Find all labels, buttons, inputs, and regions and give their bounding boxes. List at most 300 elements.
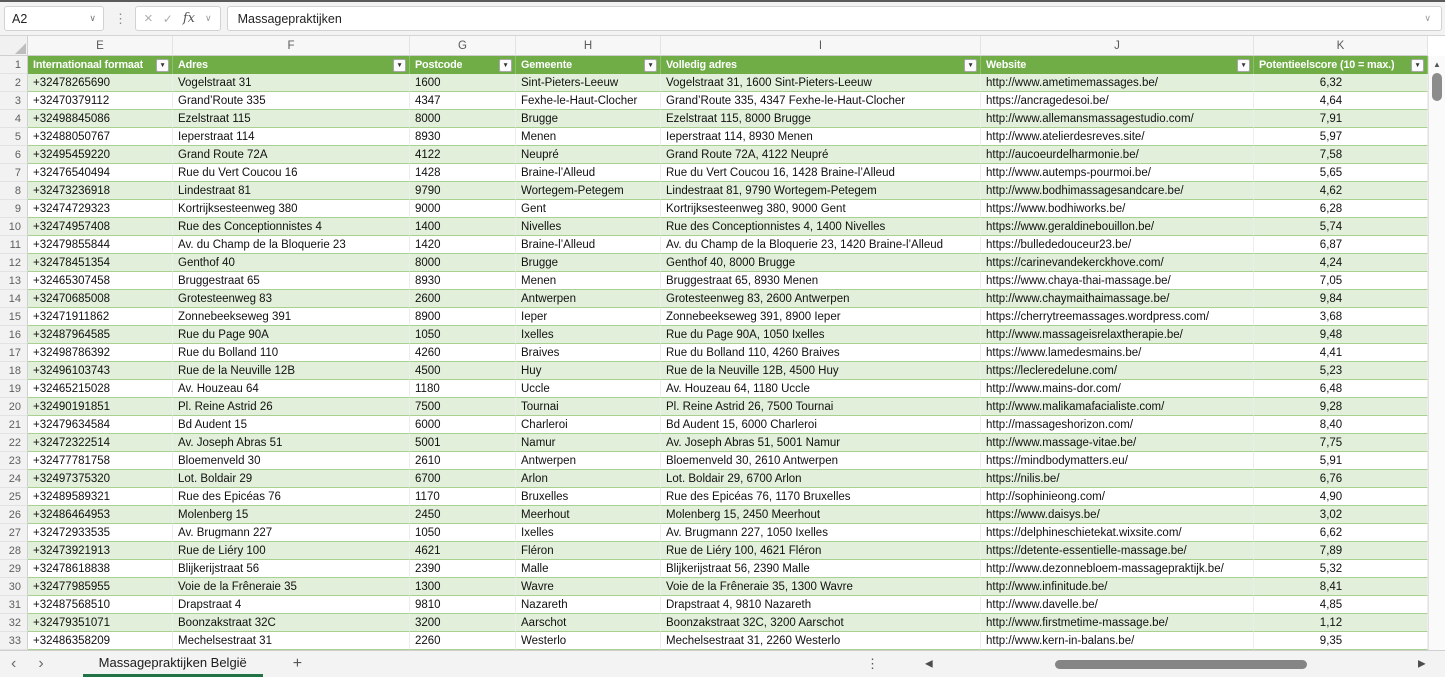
cell-score[interactable]: 9,35 bbox=[1254, 632, 1428, 650]
cell-postcode[interactable]: 2390 bbox=[410, 560, 516, 578]
cell-website[interactable]: http://www.dezonnebloem-massagepraktijk.be/ bbox=[981, 560, 1254, 578]
cell-gemeente[interactable]: Ieper bbox=[516, 308, 661, 326]
cell-website[interactable]: http://aucoeurdelharmonie.be/ bbox=[981, 146, 1254, 164]
cell-gemeente[interactable]: Antwerpen bbox=[516, 452, 661, 470]
row-number[interactable]: 28 bbox=[0, 542, 28, 560]
cell-gemeente[interactable]: Wavre bbox=[516, 578, 661, 596]
cell-score[interactable]: 5,91 bbox=[1254, 452, 1428, 470]
cell-score[interactable]: 5,65 bbox=[1254, 164, 1428, 182]
cell-volledig[interactable]: Rue de la Neuville 12B, 4500 Huy bbox=[661, 362, 981, 380]
header-score[interactable] bbox=[1254, 56, 1428, 74]
cell-volledig[interactable]: Kortrijksesteenweg 380, 9000 Gent bbox=[661, 200, 981, 218]
header-phone[interactable] bbox=[28, 56, 173, 74]
filter-dropdown-icon[interactable]: ▼ bbox=[1411, 59, 1424, 72]
row-number[interactable]: 15 bbox=[0, 308, 28, 326]
chevron-down-icon[interactable]: ∨ bbox=[89, 13, 96, 23]
cell-volledig[interactable]: Rue des Conceptionnistes 4, 1400 Nivelles bbox=[661, 218, 981, 236]
row-number[interactable]: 16 bbox=[0, 326, 28, 344]
cell-phone[interactable]: +32478451354 bbox=[28, 254, 173, 272]
scroll-left-icon[interactable]: ◀ bbox=[925, 658, 933, 670]
cell-score[interactable]: 6,32 bbox=[1254, 74, 1428, 92]
row-number[interactable]: 21 bbox=[0, 416, 28, 434]
row-number[interactable]: 18 bbox=[0, 362, 28, 380]
cell-volledig[interactable]: Lindestraat 81, 9790 Wortegem-Petegem bbox=[661, 182, 981, 200]
cell-adres[interactable]: Bloemenveld 30 bbox=[173, 452, 410, 470]
cell-adres[interactable]: Mechelsestraat 31 bbox=[173, 632, 410, 650]
confirm-icon[interactable]: ✓ bbox=[162, 11, 173, 26]
row-number[interactable]: 13 bbox=[0, 272, 28, 290]
cell-phone[interactable]: +32486358209 bbox=[28, 632, 173, 650]
cell-volledig[interactable]: Grotesteenweg 83, 2600 Antwerpen bbox=[661, 290, 981, 308]
select-all-corner[interactable] bbox=[0, 36, 28, 56]
cell-adres[interactable]: Boonzakstraat 32C bbox=[173, 614, 410, 632]
cell-score[interactable]: 5,23 bbox=[1254, 362, 1428, 380]
row-number[interactable]: 32 bbox=[0, 614, 28, 632]
cell-postcode[interactable]: 1400 bbox=[410, 218, 516, 236]
cell-score[interactable]: 6,62 bbox=[1254, 524, 1428, 542]
cell-postcode[interactable]: 2610 bbox=[410, 452, 516, 470]
row-number[interactable]: 24 bbox=[0, 470, 28, 488]
cell-phone[interactable]: +32486464953 bbox=[28, 506, 173, 524]
cell-gemeente[interactable]: Nazareth bbox=[516, 596, 661, 614]
cell-gemeente[interactable]: Charleroi bbox=[516, 416, 661, 434]
cell-gemeente[interactable]: Fléron bbox=[516, 542, 661, 560]
filter-dropdown-icon[interactable]: ▼ bbox=[393, 59, 406, 72]
row-number[interactable]: 29 bbox=[0, 560, 28, 578]
cell-score[interactable]: 9,84 bbox=[1254, 290, 1428, 308]
cell-volledig[interactable]: Grand Route 72A, 4122 Neupré bbox=[661, 146, 981, 164]
cell-score[interactable]: 5,97 bbox=[1254, 128, 1428, 146]
cell-gemeente[interactable]: Menen bbox=[516, 272, 661, 290]
cell-website[interactable]: https://www.chaya-thai-massage.be/ bbox=[981, 272, 1254, 290]
cell-adres[interactable]: Rue de la Neuville 12B bbox=[173, 362, 410, 380]
cell-adres[interactable]: Blijkerijstraat 56 bbox=[173, 560, 410, 578]
cell-volledig[interactable]: Genthof 40, 8000 Brugge bbox=[661, 254, 981, 272]
cell-volledig[interactable]: Lot. Boldair 29, 6700 Arlon bbox=[661, 470, 981, 488]
cell-volledig[interactable]: Zonnebeekseweg 391, 8900 Ieper bbox=[661, 308, 981, 326]
cell-website[interactable]: https://www.bodhiworks.be/ bbox=[981, 200, 1254, 218]
cell-volledig[interactable]: Rue des Epicéas 76, 1170 Bruxelles bbox=[661, 488, 981, 506]
cell-volledig[interactable]: Rue de Liéry 100, 4621 Fléron bbox=[661, 542, 981, 560]
row-number[interactable]: 23 bbox=[0, 452, 28, 470]
cell-volledig[interactable]: Rue du Vert Coucou 16, 1428 Braine-l’Alleud bbox=[661, 164, 981, 182]
cell-website[interactable]: http://sophinieong.com/ bbox=[981, 488, 1254, 506]
header-website[interactable] bbox=[981, 56, 1254, 74]
cell-phone[interactable]: +32489589321 bbox=[28, 488, 173, 506]
cell-postcode[interactable]: 1180 bbox=[410, 380, 516, 398]
row-number[interactable]: 30 bbox=[0, 578, 28, 596]
row-number[interactable]: 2 bbox=[0, 74, 28, 92]
row-number[interactable]: 3 bbox=[0, 92, 28, 110]
cell-postcode[interactable]: 6000 bbox=[410, 416, 516, 434]
cell-postcode[interactable]: 7500 bbox=[410, 398, 516, 416]
cell-phone[interactable]: +32477781758 bbox=[28, 452, 173, 470]
cell-volledig[interactable]: Blijkerijstraat 56, 2390 Malle bbox=[661, 560, 981, 578]
cell-volledig[interactable]: Bd Audent 15, 6000 Charleroi bbox=[661, 416, 981, 434]
cell-postcode[interactable]: 4122 bbox=[410, 146, 516, 164]
cell-gemeente[interactable]: Brugge bbox=[516, 254, 661, 272]
cell-adres[interactable]: Rue des Conceptionnistes 4 bbox=[173, 218, 410, 236]
cell-phone[interactable]: +32470379112 bbox=[28, 92, 173, 110]
cell-postcode[interactable]: 8000 bbox=[410, 110, 516, 128]
cell-adres[interactable]: Av. du Champ de la Bloquerie 23 bbox=[173, 236, 410, 254]
horizontal-scrollbar-thumb[interactable] bbox=[1055, 660, 1307, 669]
cell-score[interactable]: 5,32 bbox=[1254, 560, 1428, 578]
cell-postcode[interactable]: 1300 bbox=[410, 578, 516, 596]
cell-website[interactable]: http://massageshorizon.com/ bbox=[981, 416, 1254, 434]
cell-website[interactable]: http://www.massage-vitae.be/ bbox=[981, 434, 1254, 452]
cell-score[interactable]: 7,58 bbox=[1254, 146, 1428, 164]
cell-website[interactable]: http://www.allemansmassagestudio.com/ bbox=[981, 110, 1254, 128]
cell-gemeente[interactable]: Braives bbox=[516, 344, 661, 362]
filter-dropdown-icon[interactable]: ▼ bbox=[1237, 59, 1250, 72]
row-number[interactable]: 17 bbox=[0, 344, 28, 362]
header-postcode[interactable] bbox=[410, 56, 516, 74]
row-number[interactable]: 4 bbox=[0, 110, 28, 128]
cell-adres[interactable]: Pl. Reine Astrid 26 bbox=[173, 398, 410, 416]
cell-volledig[interactable]: Voie de la Frêneraie 35, 1300 Wavre bbox=[661, 578, 981, 596]
row-number[interactable]: 5 bbox=[0, 128, 28, 146]
cell-website[interactable]: http://www.bodhimassagesandcare.be/ bbox=[981, 182, 1254, 200]
cell-score[interactable]: 7,75 bbox=[1254, 434, 1428, 452]
cell-adres[interactable]: Av. Houzeau 64 bbox=[173, 380, 410, 398]
column-letter-F[interactable]: F bbox=[173, 36, 410, 56]
cell-adres[interactable]: Voie de la Frêneraie 35 bbox=[173, 578, 410, 596]
chevron-down-icon[interactable]: ∨ bbox=[204, 13, 212, 23]
cell-postcode[interactable]: 9810 bbox=[410, 596, 516, 614]
cell-website[interactable]: http://www.atelierdesreves.site/ bbox=[981, 128, 1254, 146]
cell-adres[interactable]: Drapstraat 4 bbox=[173, 596, 410, 614]
cell-postcode[interactable]: 2260 bbox=[410, 632, 516, 650]
cell-postcode[interactable]: 4347 bbox=[410, 92, 516, 110]
cell-score[interactable]: 6,87 bbox=[1254, 236, 1428, 254]
row-number[interactable]: 31 bbox=[0, 596, 28, 614]
cell-phone[interactable]: +32488050767 bbox=[28, 128, 173, 146]
cell-adres[interactable]: Vogelstraat 31 bbox=[173, 74, 410, 92]
cell-website[interactable]: https://delphineschietekat.wixsite.com/ bbox=[981, 524, 1254, 542]
row-number[interactable]: 12 bbox=[0, 254, 28, 272]
cell-phone[interactable]: +32487964585 bbox=[28, 326, 173, 344]
cell-adres[interactable]: Av. Brugmann 227 bbox=[173, 524, 410, 542]
row-number[interactable]: 22 bbox=[0, 434, 28, 452]
cell-gemeente[interactable]: Arlon bbox=[516, 470, 661, 488]
cell-score[interactable]: 7,05 bbox=[1254, 272, 1428, 290]
cell-postcode[interactable]: 9000 bbox=[410, 200, 516, 218]
cell-gemeente[interactable]: Braine-l’Alleud bbox=[516, 236, 661, 254]
cell-website[interactable]: http://www.chaymaithaimassage.be/ bbox=[981, 290, 1254, 308]
cell-adres[interactable]: Bd Audent 15 bbox=[173, 416, 410, 434]
cell-postcode[interactable]: 8000 bbox=[410, 254, 516, 272]
sheet-next-icon[interactable]: › bbox=[38, 655, 44, 672]
cell-volledig[interactable]: Av. Houzeau 64, 1180 Uccle bbox=[661, 380, 981, 398]
cell-gemeente[interactable]: Uccle bbox=[516, 380, 661, 398]
cell-website[interactable]: https://nilis.be/ bbox=[981, 470, 1254, 488]
cell-postcode[interactable]: 1420 bbox=[410, 236, 516, 254]
cell-postcode[interactable]: 8930 bbox=[410, 128, 516, 146]
row-number[interactable]: 11 bbox=[0, 236, 28, 254]
row-number[interactable]: 14 bbox=[0, 290, 28, 308]
cell-website[interactable]: https://carinevandekerckhove.com/ bbox=[981, 254, 1254, 272]
cell-score[interactable]: 4,90 bbox=[1254, 488, 1428, 506]
sheet-prev-icon[interactable]: ‹ bbox=[11, 655, 17, 672]
cell-volledig[interactable]: Ezelstraat 115, 8000 Brugge bbox=[661, 110, 981, 128]
cell-gemeente[interactable]: Brugge bbox=[516, 110, 661, 128]
filter-dropdown-icon[interactable]: ▼ bbox=[499, 59, 512, 72]
cell-score[interactable]: 4,62 bbox=[1254, 182, 1428, 200]
cell-volledig[interactable]: Av. du Champ de la Bloquerie 23, 1420 Braine-l’Alleud bbox=[661, 236, 981, 254]
row-number[interactable]: 26 bbox=[0, 506, 28, 524]
cell-phone[interactable]: +32472322514 bbox=[28, 434, 173, 452]
cell-gemeente[interactable]: Antwerpen bbox=[516, 290, 661, 308]
cell-volledig[interactable]: Mechelsestraat 31, 2260 Westerlo bbox=[661, 632, 981, 650]
cell-adres[interactable]: Molenberg 15 bbox=[173, 506, 410, 524]
cell-website[interactable]: https://www.geraldinebouillon.be/ bbox=[981, 218, 1254, 236]
cell-postcode[interactable]: 4500 bbox=[410, 362, 516, 380]
cell-gemeente[interactable]: Ixelles bbox=[516, 326, 661, 344]
cell-adres[interactable]: Zonnebeekseweg 391 bbox=[173, 308, 410, 326]
cell-adres[interactable]: Grotesteenweg 83 bbox=[173, 290, 410, 308]
column-letter-G[interactable]: G bbox=[410, 36, 516, 56]
cell-score[interactable]: 6,48 bbox=[1254, 380, 1428, 398]
cell-gemeente[interactable]: Westerlo bbox=[516, 632, 661, 650]
filter-dropdown-icon[interactable]: ▼ bbox=[156, 59, 169, 72]
cell-postcode[interactable]: 1050 bbox=[410, 524, 516, 542]
cell-postcode[interactable]: 2450 bbox=[410, 506, 516, 524]
cell-adres[interactable]: Av. Joseph Abras 51 bbox=[173, 434, 410, 452]
filter-dropdown-icon[interactable]: ▼ bbox=[644, 59, 657, 72]
cell-website[interactable]: https://ancragedesoi.be/ bbox=[981, 92, 1254, 110]
cell-phone[interactable]: +32479855844 bbox=[28, 236, 173, 254]
cell-postcode[interactable]: 8900 bbox=[410, 308, 516, 326]
cell-gemeente[interactable]: Sint-Pieters-Leeuw bbox=[516, 74, 661, 92]
cell-phone[interactable]: +32474957408 bbox=[28, 218, 173, 236]
cell-score[interactable]: 7,91 bbox=[1254, 110, 1428, 128]
cancel-icon[interactable]: × bbox=[144, 10, 153, 27]
cell-volledig[interactable]: Grand’Route 335, 4347 Fexhe-le-Haut-Clocher bbox=[661, 92, 981, 110]
cell-phone[interactable]: +32498845086 bbox=[28, 110, 173, 128]
cell-phone[interactable]: +32465307458 bbox=[28, 272, 173, 290]
table-row bbox=[0, 326, 1445, 344]
cell-name-box[interactable] bbox=[4, 6, 104, 31]
cell-adres[interactable]: Rue du Page 90A bbox=[173, 326, 410, 344]
cell-adres[interactable]: Genthof 40 bbox=[173, 254, 410, 272]
cell-adres[interactable]: Rue du Vert Coucou 16 bbox=[173, 164, 410, 182]
cell-score[interactable]: 1,12 bbox=[1254, 614, 1428, 632]
row-number[interactable]: 6 bbox=[0, 146, 28, 164]
cell-adres[interactable]: Grand’Route 335 bbox=[173, 92, 410, 110]
cell-gemeente[interactable]: Bruxelles bbox=[516, 488, 661, 506]
cell-score[interactable]: 5,74 bbox=[1254, 218, 1428, 236]
vertical-scrollbar[interactable] bbox=[1428, 56, 1445, 650]
cell-phone[interactable]: +32478618838 bbox=[28, 560, 173, 578]
scroll-up-icon[interactable]: ▲ bbox=[1433, 60, 1441, 69]
cell-phone[interactable]: +32479351071 bbox=[28, 614, 173, 632]
cell-website[interactable]: http://www.mains-dor.com/ bbox=[981, 380, 1254, 398]
cell-score[interactable]: 8,40 bbox=[1254, 416, 1428, 434]
cell-volledig[interactable]: Bruggestraat 65, 8930 Menen bbox=[661, 272, 981, 290]
row-number[interactable]: 1 bbox=[0, 56, 28, 74]
row-number[interactable]: 10 bbox=[0, 218, 28, 236]
cell-website[interactable]: http://www.massageisrelaxtherapie.be/ bbox=[981, 326, 1254, 344]
cell-website[interactable]: http://www.malikamafacialiste.com/ bbox=[981, 398, 1254, 416]
cell-volledig[interactable]: Pl. Reine Astrid 26, 7500 Tournai bbox=[661, 398, 981, 416]
row-number[interactable]: 8 bbox=[0, 182, 28, 200]
cell-website[interactable]: http://www.kern-in-balans.be/ bbox=[981, 632, 1254, 650]
cell-website[interactable]: https://mindbodymatters.eu/ bbox=[981, 452, 1254, 470]
cell-score[interactable]: 4,41 bbox=[1254, 344, 1428, 362]
cell-phone[interactable]: +32470685008 bbox=[28, 290, 173, 308]
insert-function-icon[interactable]: fx bbox=[182, 11, 195, 26]
cell-score[interactable]: 9,48 bbox=[1254, 326, 1428, 344]
cell-adres[interactable]: Ezelstraat 115 bbox=[173, 110, 410, 128]
row-number[interactable]: 25 bbox=[0, 488, 28, 506]
cell-website[interactable]: http://www.infinitude.be/ bbox=[981, 578, 1254, 596]
cell-phone[interactable]: +32498786392 bbox=[28, 344, 173, 362]
cell-website[interactable]: https://detente-essentielle-massage.be/ bbox=[981, 542, 1254, 560]
cell-gemeente[interactable]: Namur bbox=[516, 434, 661, 452]
cell-score[interactable]: 4,24 bbox=[1254, 254, 1428, 272]
cell-phone[interactable]: +32479634584 bbox=[28, 416, 173, 434]
cell-website[interactable]: http://www.firstmetime-massage.be/ bbox=[981, 614, 1254, 632]
cell-website[interactable]: https://www.daisys.be/ bbox=[981, 506, 1254, 524]
cell-gemeente[interactable]: Huy bbox=[516, 362, 661, 380]
scroll-right-icon[interactable]: ▶ bbox=[1418, 658, 1426, 670]
cell-gemeente[interactable]: Neupré bbox=[516, 146, 661, 164]
cell-postcode[interactable]: 5001 bbox=[410, 434, 516, 452]
cell-phone[interactable]: +32497375320 bbox=[28, 470, 173, 488]
cell-adres[interactable]: Lot. Boldair 29 bbox=[173, 470, 410, 488]
cell-postcode[interactable]: 4621 bbox=[410, 542, 516, 560]
cell-volledig[interactable]: Vogelstraat 31, 1600 Sint-Pieters-Leeuw bbox=[661, 74, 981, 92]
column-letter-H[interactable]: H bbox=[516, 36, 661, 56]
filter-dropdown-icon[interactable]: ▼ bbox=[964, 59, 977, 72]
row-number[interactable]: 33 bbox=[0, 632, 28, 650]
cell-adres[interactable]: Lindestraat 81 bbox=[173, 182, 410, 200]
cell-adres[interactable]: Rue des Epicéas 76 bbox=[173, 488, 410, 506]
kebab-menu-icon[interactable]: ⋮ bbox=[866, 656, 879, 671]
cell-gemeente[interactable]: Tournai bbox=[516, 398, 661, 416]
cell-gemeente[interactable]: Meerhout bbox=[516, 506, 661, 524]
cell-volledig[interactable]: Drapstraat 4, 9810 Nazareth bbox=[661, 596, 981, 614]
cell-gemeente[interactable]: Malle bbox=[516, 560, 661, 578]
cell-score[interactable]: 4,85 bbox=[1254, 596, 1428, 614]
cell-postcode[interactable]: 4260 bbox=[410, 344, 516, 362]
cell-phone[interactable]: +32471911862 bbox=[28, 308, 173, 326]
cell-adres[interactable]: Rue de Liéry 100 bbox=[173, 542, 410, 560]
row-number[interactable]: 27 bbox=[0, 524, 28, 542]
cell-score[interactable]: 7,89 bbox=[1254, 542, 1428, 560]
kebab-menu-icon[interactable]: ⋮ bbox=[114, 10, 127, 26]
cell-postcode[interactable]: 2600 bbox=[410, 290, 516, 308]
cell-volledig[interactable]: Bloemenveld 30, 2610 Antwerpen bbox=[661, 452, 981, 470]
cell-volledig[interactable]: Av. Brugmann 227, 1050 Ixelles bbox=[661, 524, 981, 542]
cell-website[interactable]: https://lecleredelune.com/ bbox=[981, 362, 1254, 380]
cell-score[interactable]: 9,28 bbox=[1254, 398, 1428, 416]
cell-adres[interactable]: Grand Route 72A bbox=[173, 146, 410, 164]
cell-score[interactable]: 4,64 bbox=[1254, 92, 1428, 110]
cell-volledig[interactable]: Boonzakstraat 32C, 3200 Aarschot bbox=[661, 614, 981, 632]
cell-gemeente[interactable]: Menen bbox=[516, 128, 661, 146]
cell-score[interactable]: 6,28 bbox=[1254, 200, 1428, 218]
cell-website[interactable]: http://www.autemps-pourmoi.be/ bbox=[981, 164, 1254, 182]
cell-website[interactable]: https://bullededouceur23.be/ bbox=[981, 236, 1254, 254]
cell-postcode[interactable]: 1170 bbox=[410, 488, 516, 506]
cell-volledig[interactable]: Molenberg 15, 2450 Meerhout bbox=[661, 506, 981, 524]
sheet-tab-active[interactable] bbox=[83, 651, 263, 677]
cell-postcode[interactable]: 8930 bbox=[410, 272, 516, 290]
cell-score[interactable]: 8,41 bbox=[1254, 578, 1428, 596]
cell-adres[interactable]: Rue du Bolland 110 bbox=[173, 344, 410, 362]
cell-postcode[interactable]: 9790 bbox=[410, 182, 516, 200]
column-letter-J[interactable]: J bbox=[981, 36, 1254, 56]
cell-phone[interactable]: +32472933535 bbox=[28, 524, 173, 542]
cell-postcode[interactable]: 1600 bbox=[410, 74, 516, 92]
cell-website[interactable]: http://www.ametimemassages.be/ bbox=[981, 74, 1254, 92]
header-adres[interactable] bbox=[173, 56, 410, 74]
row-number[interactable]: 7 bbox=[0, 164, 28, 182]
cell-volledig[interactable]: Rue du Bolland 110, 4260 Braives bbox=[661, 344, 981, 362]
cell-volledig[interactable]: Ieperstraat 114, 8930 Menen bbox=[661, 128, 981, 146]
cell-postcode[interactable]: 1428 bbox=[410, 164, 516, 182]
cell-phone[interactable]: +32476540494 bbox=[28, 164, 173, 182]
cell-website[interactable]: https://www.lamedesmains.be/ bbox=[981, 344, 1254, 362]
cell-phone[interactable]: +32490191851 bbox=[28, 398, 173, 416]
cell-phone[interactable]: +32487568510 bbox=[28, 596, 173, 614]
cell-postcode[interactable]: 6700 bbox=[410, 470, 516, 488]
cell-phone[interactable]: +32473921913 bbox=[28, 542, 173, 560]
formula-bar-expand-icon[interactable]: ∨ bbox=[1424, 13, 1431, 23]
row-number[interactable]: 20 bbox=[0, 398, 28, 416]
formula-input[interactable] bbox=[227, 6, 1442, 31]
cell-gemeente[interactable]: Nivelles bbox=[516, 218, 661, 236]
cell-gemeente[interactable]: Wortegem-Petegem bbox=[516, 182, 661, 200]
cell-website[interactable]: http://www.davelle.be/ bbox=[981, 596, 1254, 614]
row-number[interactable]: 9 bbox=[0, 200, 28, 218]
cell-adres[interactable]: Ieperstraat 114 bbox=[173, 128, 410, 146]
cell-postcode[interactable]: 3200 bbox=[410, 614, 516, 632]
cell-adres[interactable]: Kortrijksesteenweg 380 bbox=[173, 200, 410, 218]
cell-score[interactable]: 3,68 bbox=[1254, 308, 1428, 326]
column-letter-K[interactable]: K bbox=[1254, 36, 1428, 56]
column-letter-I[interactable]: I bbox=[661, 36, 981, 56]
cell-gemeente[interactable]: Fexhe-le-Haut-Clocher bbox=[516, 92, 661, 110]
cell-phone[interactable]: +32474729323 bbox=[28, 200, 173, 218]
cell-adres[interactable]: Bruggestraat 65 bbox=[173, 272, 410, 290]
cell-score[interactable]: 3,02 bbox=[1254, 506, 1428, 524]
cell-gemeente[interactable]: Aarschot bbox=[516, 614, 661, 632]
header-volledig[interactable] bbox=[661, 56, 981, 74]
cell-volledig[interactable]: Av. Joseph Abras 51, 5001 Namur bbox=[661, 434, 981, 452]
cell-phone[interactable]: +32495459220 bbox=[28, 146, 173, 164]
cell-phone[interactable]: +32496103743 bbox=[28, 362, 173, 380]
cell-volledig[interactable]: Rue du Page 90A, 1050 Ixelles bbox=[661, 326, 981, 344]
cell-phone[interactable]: +32473236918 bbox=[28, 182, 173, 200]
cell-postcode[interactable]: 1050 bbox=[410, 326, 516, 344]
cell-phone[interactable]: +32477985955 bbox=[28, 578, 173, 596]
cell-phone[interactable]: +32478265690 bbox=[28, 74, 173, 92]
header-gemeente[interactable] bbox=[516, 56, 661, 74]
cell-gemeente[interactable]: Braine-l’Alleud bbox=[516, 164, 661, 182]
cell-gemeente[interactable]: Ixelles bbox=[516, 524, 661, 542]
row-number[interactable]: 19 bbox=[0, 380, 28, 398]
cell-score[interactable]: 6,76 bbox=[1254, 470, 1428, 488]
cell-phone[interactable]: +32465215028 bbox=[28, 380, 173, 398]
cell-website[interactable]: https://cherrytreemassages.wordpress.com/ bbox=[981, 308, 1254, 326]
add-sheet-icon[interactable]: + bbox=[292, 655, 303, 672]
column-letter-E[interactable]: E bbox=[28, 36, 173, 56]
vertical-scrollbar-thumb[interactable] bbox=[1432, 73, 1442, 101]
cell-gemeente[interactable]: Gent bbox=[516, 200, 661, 218]
